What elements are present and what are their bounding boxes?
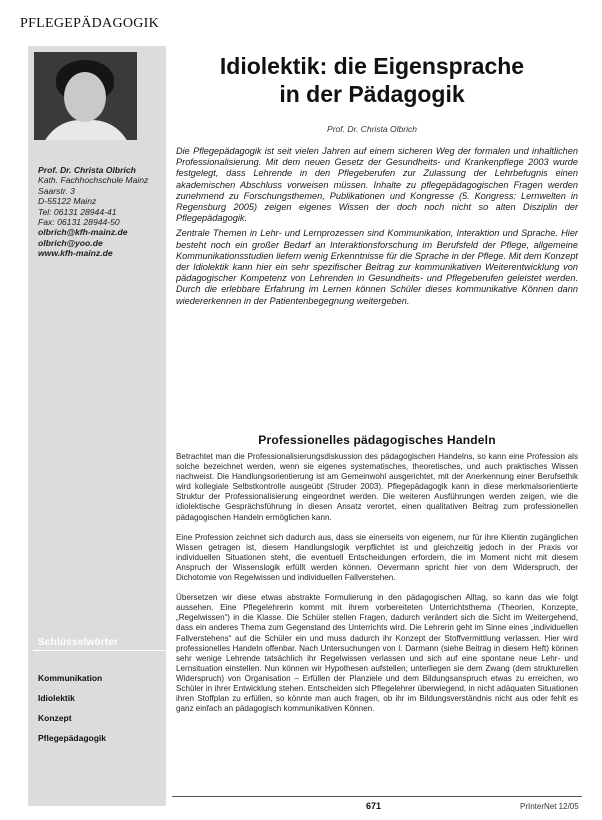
contact-email[interactable]: olbrich@kfh-mainz.de: [38, 227, 128, 238]
contact-email[interactable]: olbrich@yoo.de: [38, 237, 103, 248]
contact-line: D-55122 Mainz: [38, 196, 97, 207]
contact-name: Prof. Dr. Christa Olbrich: [38, 165, 136, 175]
journal-name: PFLEGEPÄDAGOGIK: [20, 16, 160, 31]
article-title: [172, 52, 572, 108]
body-paragraph: Betrachtet man die Professionalisierungsdiskussion des pädagogischen Handelns, so kann eine Profession als solche bezeichnet werden, wenn sie eigenes systematisches, theoretisches, und auch praktisches Wissen nachweist. Die Handlungsorientierung ist am Gemeinwohl ausgerichtet, mit der Anerkennung einer Berufsethik wird kollegiale Selbstkontrolle ausgeübt (Struder 2003). Pflegepädagogik kann in diese merkmalsorientierte Struktur der Professionalisierung eingeordnet werden. Die weiteren Ausführungen werden zeigen, wie die idiolektische Gesprächsführung in diesen Ansatz verortet, einen qualitativen Beitrag zum professionellen pädagogischen Handeln ermöglichen kann.: [176, 452, 578, 522]
abstract-paragraph: Die Pflegepädagogik ist seit vielen Jahren auf einem sicheren Weg der formalen und inhaltlichen Professionalisierung. Mit dem neuen Gesetz der Gesundheits- und Krankenpflege 2003 wurde festgelegt, dass Lehrende in den Pflegeberufen zur Zulassung der Lehrbefugnis einen akademischen Abschluss vorweisen müssen. Inhalte zu pflegepädagogischen Fragen werden zunehmend zu Forschungsthemen, Publikationen und Kongresse (5. Kongress: Lernwelten in Regensburg 2005) zeigen eigenes Wissen der doch noch nicht so alten Disziplin der Pflegepädagogik.: [176, 146, 578, 224]
contact-line: Tel: 06131 28944-41: [38, 206, 117, 217]
section-heading: Professionelles pädagogisches Handeln: [258, 433, 496, 447]
contact-line: Kath. Fachhochschule Mainz: [38, 175, 149, 186]
page-number: 671: [366, 801, 382, 811]
keywords-title: Schlüsselwörter: [38, 637, 119, 648]
keywords-list: [38, 668, 106, 748]
footer-rule: [172, 796, 582, 797]
keyword-item: Kommunikation: [38, 673, 103, 683]
body-paragraph: Übersetzen wir diese etwas abstrakte Formulierung in den pädagogischen Alltag, so kann das wie folgt aussehen. Eine Pflegelehrerin kommt mit ihrem vorbereiteten Unterrichtsthema (Theorien, Konzepte, „Regelwissen“) in die Klasse. Die Schüler stellen Fragen, dadurch verändert sich die Sicht im Weitergehend, dass ein anderes Thema zum Gegenstand des Unterrichts wird. Die Lehrerin geht im Sinne eines „individuellen Fallverstehens“ auf die Schüler ein und muss dadurch ihr Konzept der Stoffvermittlung verlassen. Hier wird professionelles Handeln offenbar. Nach Untersuchungen von I. Darmann (siehe Beitrag in diesem Heft) können sehr wenige Lehrende tatsächlich ihr Regelwissen verlassen und sich auf eine spontane neue Lehr- und Lernsituation einstellen. Nun können wir Hypothesen aufstellen; unterliegen sie dem Zwang (dem strukturellen Widerspruch) von Organisation – Erfüllen der Planziele und dem Bildungsanspruch etwas zu erreichen, wo Schüler in ihrer Entwicklung stehen. Entscheiden sich Pflegelehrer überwiegend, in nicht adäquaten Situationen ihren Stoffplan zu erfüllen, so könnte man auch fragen, ob ihr im Bildungsverständnis nicht aus oder fehlt es ganz einfach an pädagogisch kommunikativen Können.: [176, 593, 578, 714]
contact-line: Saarstr. 3: [38, 185, 75, 196]
abstract: [176, 146, 578, 311]
author-photo: [34, 52, 137, 140]
abstract-paragraph: Zentrale Themen in Lehr- und Lernprozessen sind Kommunikation, Interaktion und Sprache. Hier besteht noch ein großer Bedarf an Interaktionsforschung im Berufsfeld der Pflege, allgemeine Kommunikationsstudien liefern wenig Erkenntnisse für die Sprache in der Pflege. Mit dem Konzept der Idiolektik kann hier ein sehr spezifischer Beitrag zur kommunikativen Weiterentwicklung von pädagogischer Kompetenz von Lehrenden in Gesundheits- und Pflegeberufen geleistet werden. Durch die erlebbare Erfahrung im Lernen können Schüler dieses kommunikative Können dann wiedererkennen in der Patientenbegegnung weitergeben.: [176, 228, 578, 306]
title-line: Idiolektik: die Eigensprache: [219, 53, 525, 79]
article-author: Prof. Dr. Christa Olbrich: [327, 124, 417, 134]
author-contact: [38, 165, 164, 259]
keywords-divider: [33, 650, 166, 651]
contact-website[interactable]: www.kfh-mainz.de: [38, 248, 113, 259]
keyword-item: Idiolektik: [38, 693, 75, 703]
issue-label: PrInterNet 12/05: [520, 802, 579, 811]
title-line: in der Pädagogik: [279, 81, 465, 107]
contact-line: Fax: 06131 28944-50: [38, 217, 120, 228]
keyword-item: Konzept: [38, 713, 72, 723]
body-paragraph: Eine Profession zeichnet sich dadurch aus, dass sie einerseits von eigenem, nur für ihre Klientin zugänglichen Wissen getragen ist, diesem Handlungslogik verpflichtet ist und gleichzeitig jedoch in der Praxis vor individuellen Situationen steht, die eventuell Entscheidungen erfordern, die im Moment nicht mit diesem Anspruch der Wissenslogik erfüllt werden können. Oevermann spricht hier von dem Widerspruch, der Dichotomie von Regelwissen und individuellen Fallverstehen.: [176, 532, 578, 583]
section-body: [176, 452, 578, 724]
keyword-item: Pflegepädagogik: [38, 733, 107, 743]
